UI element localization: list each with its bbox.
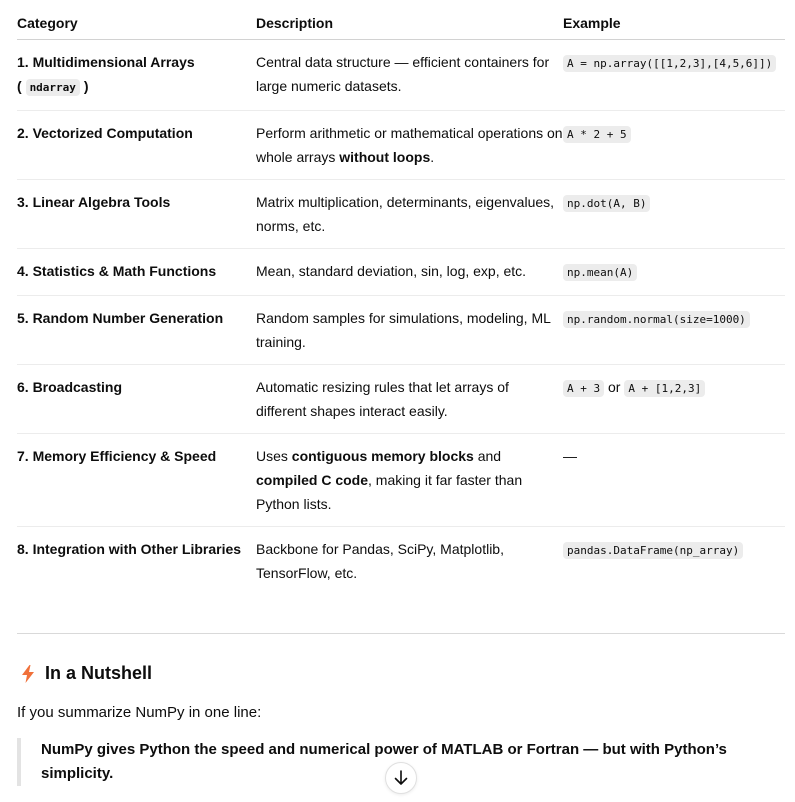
example-cell: —: [563, 433, 785, 526]
description-cell: Random samples for simulations, modeling, ML training.: [256, 295, 563, 364]
description-cell: Mean, standard deviation, sin, log, exp, etc.: [256, 248, 563, 295]
inline-code: ndarray: [26, 79, 80, 96]
lightning-icon: [21, 665, 35, 683]
table-row: [17, 179, 785, 248]
summary-intro: If you summarize NumPy in one line:: [17, 704, 262, 721]
table-row: [17, 248, 785, 295]
paren: (: [17, 77, 22, 94]
description-text: .: [430, 148, 435, 165]
category-label: 1. Multidimensional Arrays: [17, 53, 195, 70]
table-row: [17, 526, 785, 595]
description-text: Perform arithmetic or mathematical operations on whole arrays: [256, 124, 563, 165]
category-cell: 2. Vectorized Computation: [17, 110, 256, 179]
description-bold: contiguous memory blocks: [291, 447, 474, 464]
table-row: [17, 295, 785, 364]
table-row: [17, 364, 785, 433]
example-cell: [563, 248, 785, 295]
category-cell: 4. Statistics & Math Functions: [17, 248, 256, 295]
scroll-down-button[interactable]: [385, 762, 417, 794]
example-code: np.random.normal(size=1000): [563, 311, 750, 328]
description-cell: Automatic resizing rules that let arrays of different shapes interact easily.: [256, 364, 563, 433]
header-description: Description: [256, 0, 563, 39]
description-cell: Backbone for Pandas, SciPy, Matplotlib, TensorFlow, etc.: [256, 540, 504, 581]
description-cell: Matrix multiplication, determinants, eigenvalues, norms, etc.: [256, 179, 563, 248]
example-code: pandas.DataFrame(np_array): [563, 542, 743, 559]
numpy-features-table: [17, 0, 785, 595]
table-header-row: [17, 0, 785, 39]
table-row: [17, 110, 785, 179]
header-example: Example: [563, 0, 785, 39]
arrow-down-icon: [394, 770, 408, 786]
example-cell: [563, 295, 785, 364]
description-bold: compiled C code: [256, 471, 369, 488]
example-cell: [563, 179, 785, 248]
example-code: A * 2 + 5: [563, 126, 631, 143]
description-text: Uses: [256, 447, 292, 464]
header-category: Category: [17, 0, 256, 39]
section-heading-text: In a Nutshell: [45, 663, 153, 683]
category-cell: [17, 39, 256, 110]
section-heading: [17, 663, 152, 684]
description-bold: without loops: [339, 148, 431, 165]
example-code: A = np.array([[1,2,3],[4,5,6]]): [563, 55, 776, 72]
example-cell: [563, 39, 785, 110]
summary-quote: NumPy gives Python the speed and numerical power of MATLAB or Fortran — but with Python’s simplicity.: [17, 738, 781, 786]
example-cell: [563, 110, 785, 179]
table-row: [17, 39, 785, 110]
example-cell: [563, 526, 785, 595]
section-divider: [17, 633, 785, 634]
category-cell: 5. Random Number Generation: [17, 295, 256, 364]
category-cell: 6. Broadcasting: [17, 364, 256, 433]
example-code: A + [1,2,3]: [624, 380, 705, 397]
description-cell: [256, 433, 563, 526]
example-code: np.mean(A): [563, 264, 637, 281]
description-cell: Central data structure — efficient containers for large numeric datasets.: [256, 39, 563, 110]
example-code: np.dot(A, B): [563, 195, 650, 212]
description-text: , making it far faster than Python lists.: [256, 471, 523, 512]
example-join: or: [608, 378, 621, 395]
description-text: and: [473, 447, 502, 464]
category-cell: 8. Integration with Other Libraries: [17, 540, 242, 557]
category-cell: 7. Memory Efficiency & Speed: [17, 433, 256, 526]
example-cell: [563, 364, 785, 433]
table-row: [17, 433, 785, 526]
description-cell: [256, 110, 563, 179]
example-code: A + 3: [563, 380, 604, 397]
category-cell: 3. Linear Algebra Tools: [17, 179, 256, 248]
paren: ): [83, 77, 89, 94]
